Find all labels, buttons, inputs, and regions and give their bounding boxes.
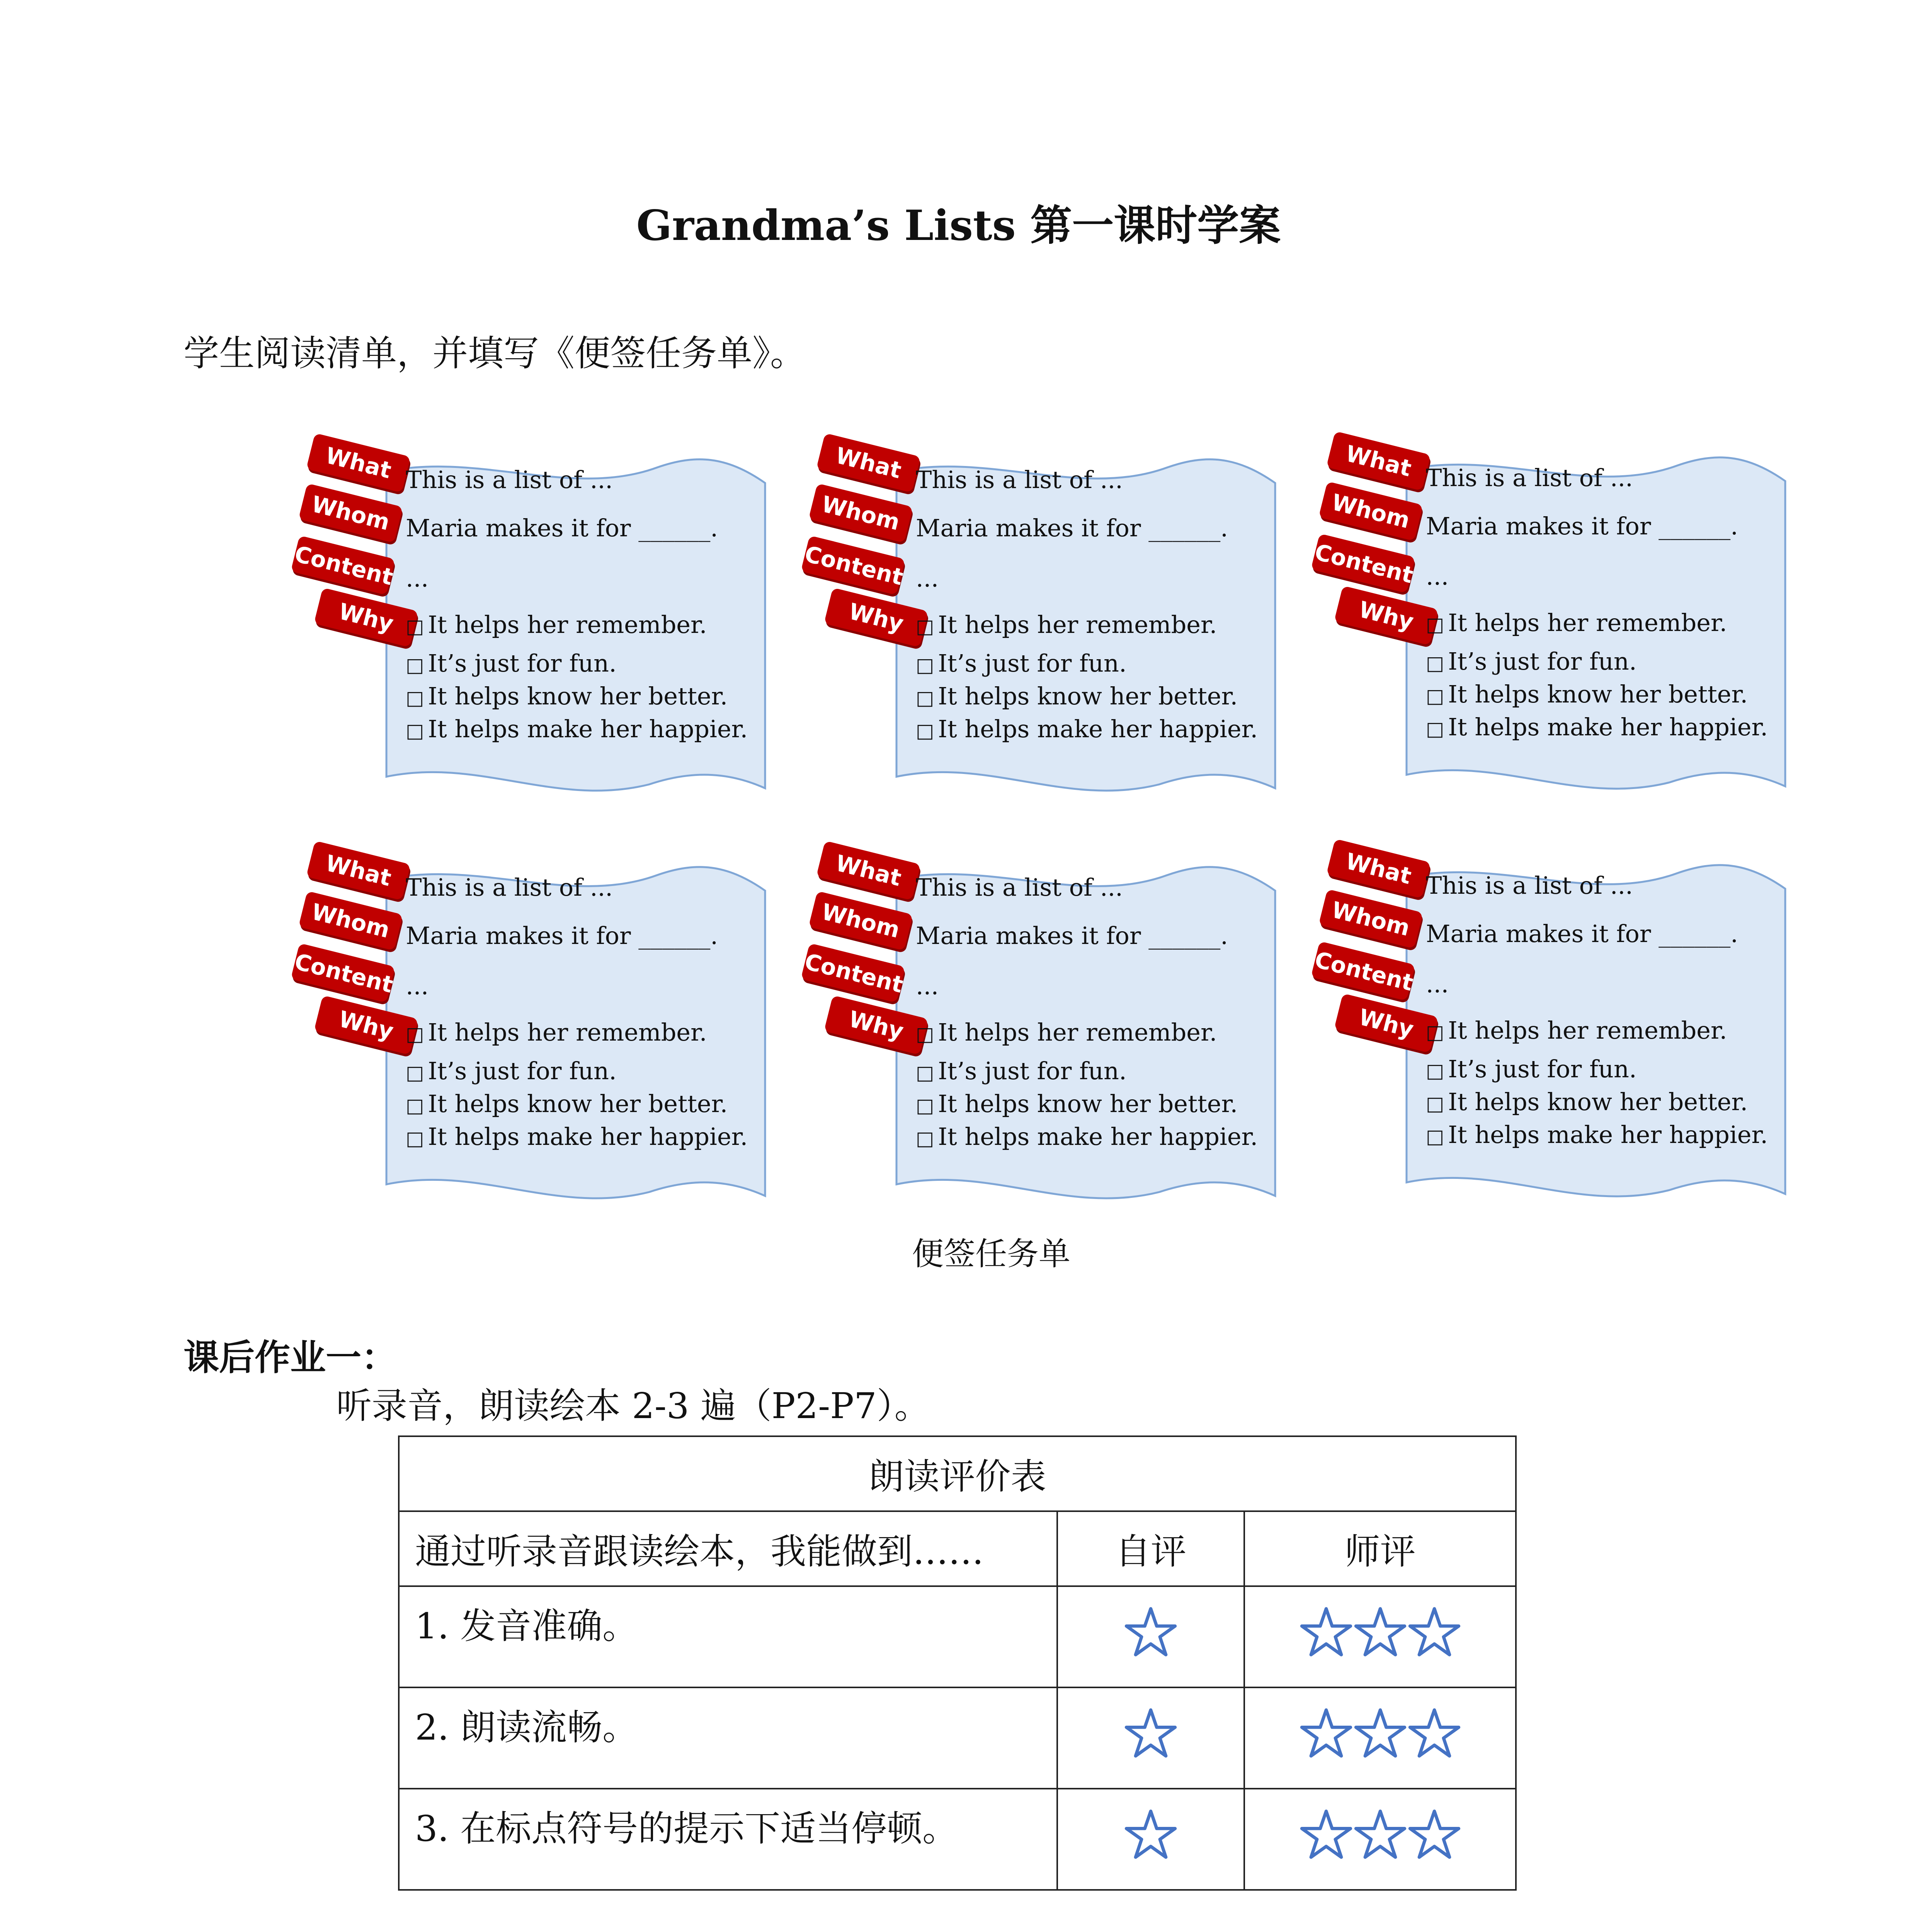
tab-what: What xyxy=(816,841,921,901)
option-label: It’s just for fun. xyxy=(1448,1055,1637,1083)
content-ellipsis: ... xyxy=(406,564,429,592)
checkbox-icon[interactable]: □ xyxy=(916,1094,934,1117)
option-row[interactable] xyxy=(1426,1016,1727,1044)
note-card xyxy=(278,844,788,1215)
row-text: 1. 发音准确。 xyxy=(399,1586,1057,1687)
checkbox-icon[interactable]: □ xyxy=(406,1061,424,1084)
checkbox-icon[interactable]: □ xyxy=(406,1094,424,1117)
checkbox-icon[interactable]: □ xyxy=(916,615,934,638)
content-ellipsis: ... xyxy=(1426,562,1449,590)
option-label: It helps make her happier. xyxy=(938,1122,1258,1151)
option-row[interactable] xyxy=(1426,713,1768,741)
checkbox-icon[interactable]: □ xyxy=(406,687,424,709)
makes-it-for-line: Maria makes it for ______. xyxy=(916,922,1228,950)
checkbox-icon[interactable]: □ xyxy=(1426,1021,1444,1043)
self-rating[interactable] xyxy=(1057,1586,1244,1687)
star-icon xyxy=(1124,1605,1178,1660)
tab-whom: Whom xyxy=(808,483,913,543)
tab-what: What xyxy=(306,433,411,493)
option-label: It helps her remember. xyxy=(428,611,707,639)
option-label: It helps make her happier. xyxy=(428,1122,748,1151)
option-label: It helps know her better. xyxy=(428,1090,728,1118)
star-icon xyxy=(1299,1605,1353,1660)
content-ellipsis: ... xyxy=(916,972,939,1000)
row-text: 3. 在标点符号的提示下适当停顿。 xyxy=(399,1789,1057,1890)
checkbox-icon[interactable]: □ xyxy=(406,719,424,742)
page-title: Grandma’s Lists 第一课时学案 xyxy=(636,201,1281,250)
row-text: 2. 朗读流畅。 xyxy=(399,1687,1057,1789)
option-row[interactable] xyxy=(916,1018,1217,1046)
option-label: It helps know her better. xyxy=(428,682,728,710)
option-row[interactable] xyxy=(916,1122,1258,1151)
evaluation-table-title: 朗读评价表 xyxy=(399,1436,1516,1511)
tab-whom: Whom xyxy=(298,483,403,543)
checkbox-icon[interactable]: □ xyxy=(916,1023,934,1045)
option-row[interactable] xyxy=(1426,609,1727,637)
table-row xyxy=(399,1789,1516,1890)
option-label: It helps make her happier. xyxy=(428,715,748,743)
tab-what: What xyxy=(1326,839,1431,899)
option-label: It helps her remember. xyxy=(1448,1016,1727,1044)
note-card xyxy=(788,437,1298,808)
teacher-rating[interactable] xyxy=(1244,1789,1516,1890)
option-row[interactable] xyxy=(916,649,1127,677)
note-card xyxy=(1298,435,1808,806)
list-of-line: This is a list of ... xyxy=(1426,871,1633,900)
homework-instruction: 听录音，朗读绘本 2-3 遍（P2-P7）。 xyxy=(336,1385,930,1427)
star-icon xyxy=(1407,1707,1461,1761)
option-row[interactable] xyxy=(916,611,1217,639)
content-ellipsis: ... xyxy=(406,972,429,1000)
checkbox-icon[interactable]: □ xyxy=(1426,718,1444,740)
list-of-line: This is a list of ... xyxy=(406,873,613,901)
star-icon xyxy=(1353,1808,1407,1862)
option-row[interactable] xyxy=(406,1018,707,1046)
checkbox-icon[interactable]: □ xyxy=(1426,613,1444,636)
makes-it-for-line: Maria makes it for ______. xyxy=(1426,920,1738,948)
checkbox-icon[interactable]: □ xyxy=(916,1127,934,1150)
tab-what: What xyxy=(306,841,411,901)
makes-it-for-line: Maria makes it for ______. xyxy=(916,514,1228,542)
option-label: It helps know her better. xyxy=(1448,680,1748,708)
tab-content: Content xyxy=(801,536,905,595)
star-icon xyxy=(1407,1605,1461,1660)
list-of-line: This is a list of ... xyxy=(1426,464,1633,492)
star-icon xyxy=(1407,1808,1461,1862)
option-label: It’s just for fun. xyxy=(938,649,1127,677)
content-ellipsis: ... xyxy=(1426,970,1449,998)
option-label: It helps her remember. xyxy=(428,1018,707,1046)
list-of-line: This is a list of ... xyxy=(916,466,1123,494)
homework-title: 课后作业一： xyxy=(184,1337,397,1378)
tab-why: Why xyxy=(824,995,929,1055)
intro-text: 学生阅读清单，并填写《便签任务单》。 xyxy=(184,333,806,374)
tab-content: Content xyxy=(291,943,395,1003)
option-row[interactable] xyxy=(916,682,1238,710)
evaluation-table xyxy=(398,1435,1517,1891)
option-label: It’s just for fun. xyxy=(428,1057,617,1085)
option-row[interactable] xyxy=(916,1057,1127,1085)
tab-what: What xyxy=(816,433,921,493)
option-row[interactable] xyxy=(406,682,728,710)
option-row[interactable] xyxy=(406,1057,617,1085)
option-row[interactable] xyxy=(916,1090,1238,1118)
option-row[interactable] xyxy=(406,1122,748,1151)
checkbox-icon[interactable]: □ xyxy=(916,1061,934,1084)
star-icon xyxy=(1124,1808,1178,1862)
star-icon xyxy=(1353,1707,1407,1761)
checkbox-icon[interactable]: □ xyxy=(916,719,934,742)
table-row xyxy=(399,1687,1516,1789)
tab-why: Why xyxy=(1334,993,1439,1053)
checkbox-icon[interactable]: □ xyxy=(1426,1060,1444,1082)
tab-why: Why xyxy=(824,588,929,648)
checkbox-icon[interactable]: □ xyxy=(1426,1092,1444,1115)
teacher-rating[interactable] xyxy=(1244,1586,1516,1687)
option-label: It’s just for fun. xyxy=(1448,647,1637,675)
self-rating[interactable] xyxy=(1057,1789,1244,1890)
tab-whom: Whom xyxy=(298,891,403,951)
option-row[interactable] xyxy=(406,715,748,743)
option-label: It helps her remember. xyxy=(938,611,1217,639)
col-teacher-header: 师评 xyxy=(1244,1511,1516,1586)
option-label: It helps her remember. xyxy=(1448,609,1727,637)
option-row[interactable] xyxy=(1426,1088,1748,1116)
option-row[interactable] xyxy=(1426,647,1637,675)
tab-whom: Whom xyxy=(1318,889,1423,949)
content-ellipsis: ... xyxy=(916,564,939,592)
table-row xyxy=(399,1586,1516,1687)
option-row[interactable] xyxy=(406,611,707,639)
checkbox-icon[interactable]: □ xyxy=(406,1127,424,1150)
list-of-line: This is a list of ... xyxy=(916,873,1123,901)
option-row[interactable] xyxy=(916,715,1258,743)
star-icon xyxy=(1299,1808,1353,1862)
note-card xyxy=(1298,842,1808,1213)
option-label: It helps her remember. xyxy=(938,1018,1217,1046)
makes-it-for-line: Maria makes it for ______. xyxy=(406,514,718,542)
note-card xyxy=(788,844,1298,1215)
checkbox-icon[interactable]: □ xyxy=(406,1023,424,1045)
star-icon xyxy=(1124,1707,1178,1761)
tab-what: What xyxy=(1326,431,1431,491)
col-task-header: 通过听录音跟读绘本，我能做到…… xyxy=(399,1511,1057,1586)
makes-it-for-line: Maria makes it for ______. xyxy=(406,922,718,950)
option-row[interactable] xyxy=(1426,1121,1768,1149)
checkbox-icon[interactable]: □ xyxy=(916,687,934,709)
tab-whom: Whom xyxy=(1318,481,1423,541)
star-icon xyxy=(1353,1605,1407,1660)
option-label: It helps know her better. xyxy=(938,682,1238,710)
tab-content: Content xyxy=(801,943,905,1003)
tab-why: Why xyxy=(1334,586,1439,646)
checkbox-icon[interactable]: □ xyxy=(406,654,424,676)
checkbox-icon[interactable]: □ xyxy=(916,654,934,676)
self-rating[interactable] xyxy=(1057,1687,1244,1789)
option-row[interactable] xyxy=(1426,680,1748,708)
option-label: It helps make her happier. xyxy=(938,715,1258,743)
checkbox-icon[interactable]: □ xyxy=(1426,652,1444,674)
makes-it-for-line: Maria makes it for ______. xyxy=(1426,512,1738,540)
tab-why: Why xyxy=(314,995,418,1055)
option-row[interactable] xyxy=(406,649,617,677)
option-label: It helps know her better. xyxy=(1448,1088,1748,1116)
option-label: It helps make her happier. xyxy=(1448,1121,1768,1149)
option-label: It helps know her better. xyxy=(938,1090,1238,1118)
tab-why: Why xyxy=(314,588,418,648)
checkbox-icon[interactable]: □ xyxy=(406,615,424,638)
tab-content: Content xyxy=(1311,941,1415,1001)
option-row[interactable] xyxy=(1426,1055,1637,1083)
option-label: It’s just for fun. xyxy=(938,1057,1127,1085)
tab-whom: Whom xyxy=(808,891,913,951)
tab-content: Content xyxy=(291,536,395,595)
tab-content: Content xyxy=(1311,534,1415,594)
note-card xyxy=(278,437,788,808)
checkbox-icon[interactable]: □ xyxy=(1426,1125,1444,1148)
option-label: It helps make her happier. xyxy=(1448,713,1768,741)
col-self-header: 自评 xyxy=(1057,1511,1244,1586)
checkbox-icon[interactable]: □ xyxy=(1426,685,1444,707)
star-icon xyxy=(1299,1707,1353,1761)
teacher-rating[interactable] xyxy=(1244,1687,1516,1789)
list-of-line: This is a list of ... xyxy=(406,466,613,494)
option-label: It’s just for fun. xyxy=(428,649,617,677)
option-row[interactable] xyxy=(406,1090,728,1118)
note-caption: 便签任务单 xyxy=(912,1236,1071,1272)
